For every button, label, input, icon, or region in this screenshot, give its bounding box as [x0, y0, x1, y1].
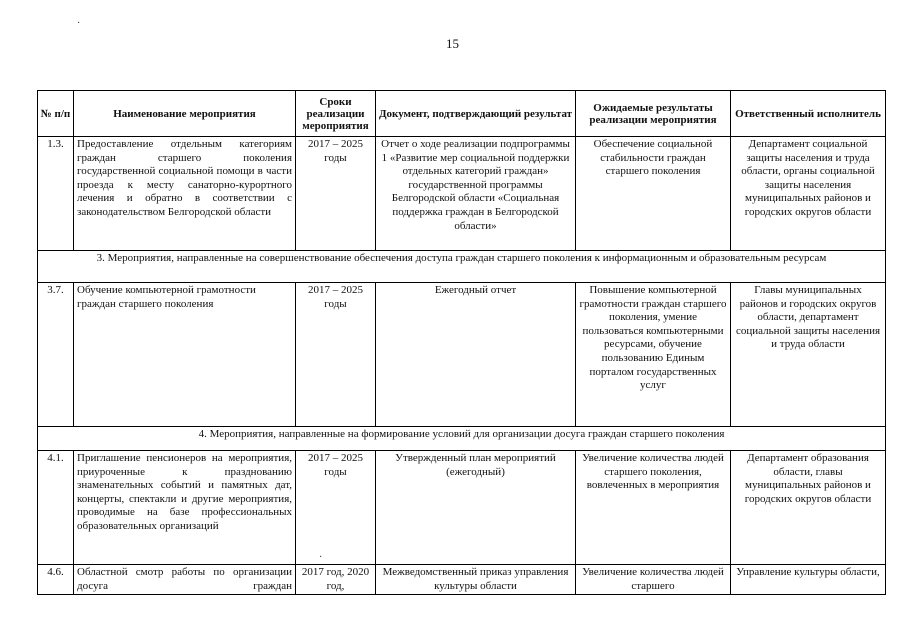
row-document: Межведомственный приказ управления культуры области — [376, 565, 576, 595]
page-number: 15 — [446, 36, 459, 51]
row-document: Отчет о ходе реализации подпрограммы 1 «Развитие мер социальной поддержки отдельных категорий граждан» государственной программы Белгородской области «Социальная поддержка граждан в Белгородской области» — [376, 137, 576, 251]
section-title: 3. Мероприятия, направленные на совершенствование обеспечения доступа граждан старшего поколения к информационным и образовательным ресурсам — [38, 251, 886, 283]
row-name: Приглашение пенсионеров на мероприятия, приуроченные к празднованию знаменательных событий и памятных дат, концерты, спектакли и другие мероприятия, проводимые на базе профессиональных образовательных организаций — [74, 451, 296, 565]
row-num: 4.1. — [38, 451, 74, 565]
row-result: Увеличение количества людей старшего — [576, 565, 731, 595]
table-row — [38, 283, 886, 427]
row-result: Обеспечение социальной стабильности граждан старшего поколения — [576, 137, 731, 251]
row-name: Обучение компьютерной грамотности граждан старшего поколения — [74, 283, 296, 427]
table-row — [38, 137, 886, 251]
scan-speck: · — [319, 552, 323, 563]
header-doc: Документ, подтверждающий результат — [376, 91, 576, 137]
row-name-text: Областной смотр работы по организации досуга граждан — [77, 566, 292, 592]
section-title: 4. Мероприятия, направленные на формирование условий для организации досуга граждан старшего поколения — [38, 427, 886, 451]
header-name: Наименование мероприятия — [74, 91, 296, 137]
row-document: Утвержденный план мероприятий (ежегодный) — [376, 451, 576, 565]
row-document: Ежегодный отчет — [376, 283, 576, 427]
row-num: 3.7. — [38, 283, 74, 427]
row-name — [74, 565, 296, 595]
table-row — [38, 565, 886, 595]
row-num: 1.3. — [38, 137, 74, 251]
activities-table — [37, 90, 886, 595]
row-name: Предоставление отдельным категориям граждан старшего поколения государственной социальной помощи в части проезда к месту санаторно-курортного лечения и обратно в соответствии с законодательством Белгородской области — [74, 137, 296, 251]
scan-speck: · — [77, 18, 81, 29]
table-header-row — [38, 91, 886, 137]
section-row — [38, 427, 886, 451]
table-row — [38, 451, 886, 565]
header-term: Сроки реализации мероприятия — [296, 91, 376, 137]
section-row — [38, 251, 886, 283]
row-term: 2017 – 2025 годы — [296, 137, 376, 251]
row-result: Увеличение количества людей старшего поколения, вовлеченных в мероприятия — [576, 451, 731, 565]
row-term: 2017 – 2025 годы — [296, 283, 376, 427]
row-executor: Департамент образования области, главы муниципальных районов и городских округов области — [731, 451, 886, 565]
row-executor: Департамент социальной защиты населения и труда области, органы социальной защиты населения муниципальных районов и городских округов области — [731, 137, 886, 251]
row-term: 2017 год, 2020 год, — [296, 565, 376, 595]
row-num: 4.6. — [38, 565, 74, 595]
row-result: Повышение компьютерной грамотности граждан старшего поколения, умение пользоваться компьютерными ресурсами, обучение пользованию Единым порталом государственных услуг — [576, 283, 731, 427]
header-num: № п/п — [38, 91, 74, 137]
row-executor: Управление культуры области, — [731, 565, 886, 595]
row-executor: Главы муниципальных районов и городских округов области, департамент социальной защиты населения и труда области — [731, 283, 886, 427]
header-result: Ожидаемые результаты реализации мероприятия — [576, 91, 731, 137]
row-term: 2017 – 2025 годы — [296, 451, 376, 565]
header-executor: Ответственный исполнитель — [731, 91, 886, 137]
